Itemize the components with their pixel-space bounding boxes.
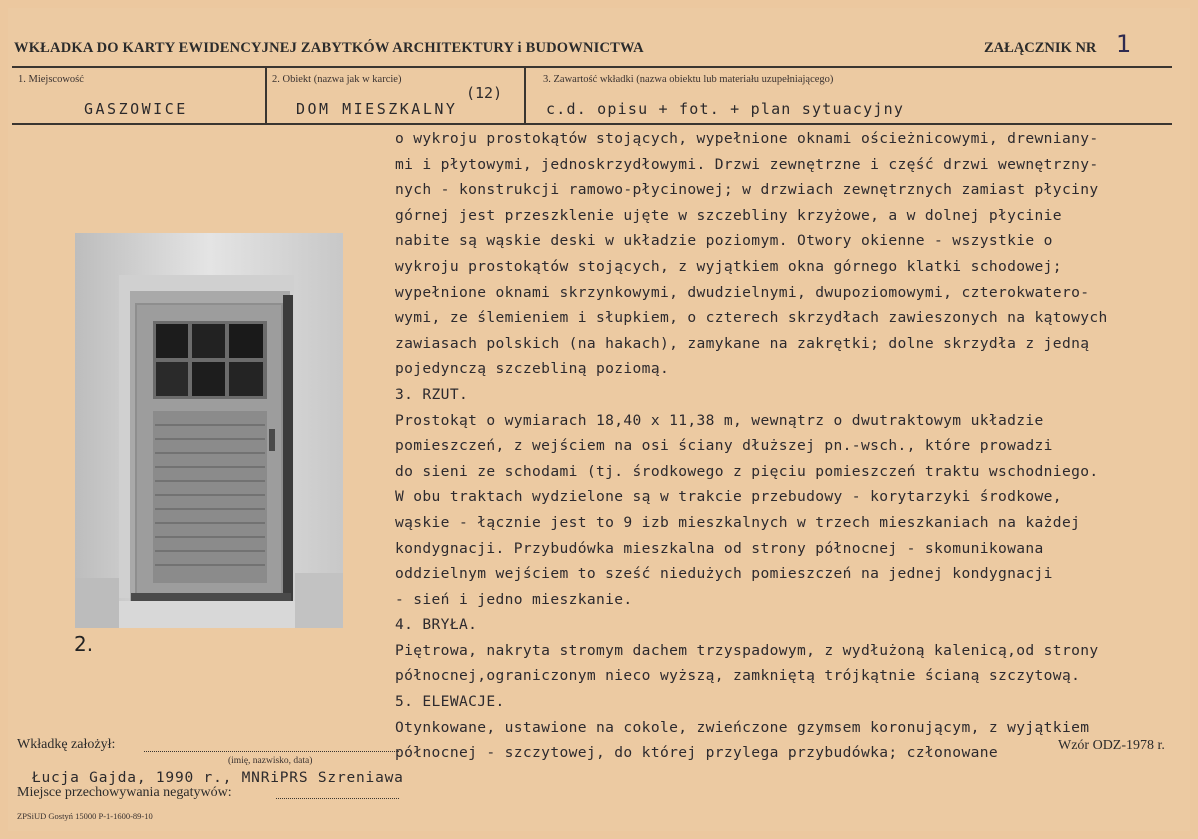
description-line: wypełnione oknami skrzynkowymi, dwudzielnymi, dwupoziomowymi, czterokwatero- [395, 283, 1090, 301]
contents-label: 3. Zawartość wkładki (nazwa obiektu lub materiału uzupełniającego) [543, 74, 834, 85]
description-line: W obu traktach wydzielone są w trakcie przebudowy - korytarzyki środkowe, [395, 488, 1062, 506]
negatives-storage-line [276, 798, 399, 799]
photo-number: 2. [74, 632, 94, 656]
description-line: Prostokąt o wymiarach 18,40 x 11,38 m, wewnątrz o dwutraktowym układzie [395, 411, 1044, 429]
description-line: wąskie - łącznie jest to 9 izb mieszkalnych w trzech mieszkaniach na każdej [395, 513, 1081, 531]
field-divider-2 [524, 68, 526, 123]
description-line: wykroju prostokątów stojących, z wyjątkiem okna górnego klatki schodowej; [395, 257, 1062, 275]
description-text [395, 126, 1185, 766]
description-line: 4. BRYŁA. [395, 616, 478, 634]
field-divider-1 [265, 68, 267, 123]
description-line: zawiasach polskich (na hakach), zamykane na zakrętki; dolne skrzydła z jedną [395, 334, 1090, 352]
template-note: Wzór ODZ-1978 r. [1058, 738, 1165, 753]
description-line: - sień i jedno mieszkanie. [395, 590, 633, 608]
description-line: 5. ELEWACJE. [395, 693, 505, 711]
author-entry: Łucja Gajda, 1990 r., MNRiPRS Szreniawa [32, 770, 404, 786]
header-rule [12, 66, 1172, 68]
description-line: kondygnacji. Przybudówka mieszkalna od strony północnej - skomunikowana [395, 539, 1044, 557]
annex-label: ZAŁĄCZNIK NR [984, 40, 1097, 56]
founded-by-line [144, 751, 399, 752]
description-line: nych - konstrukcji ramowo-płycinowej; w drzwiach zewnętrznych zamiast płyciny [395, 181, 1099, 199]
description-line: nabite są wąskie deski w układzie poziomym. Otwory okienne - wszystkie o [395, 232, 1053, 250]
description-line: 3. RZUT. [395, 385, 469, 403]
description-line: wymi, ze ślemieniem i słupkiem, o czterech skrzydłach zawieszonych na kątowych [395, 309, 1108, 327]
object-value: DOM MIESZKALNY [296, 100, 458, 118]
door-photograph [75, 233, 343, 628]
contents-value: c.d. opisu + fot. + plan sytuacyjny [546, 100, 905, 118]
description-line: do sieni ze schodami (tj. środkowego z pięciu pomieszczeń traktu wschodniego. [395, 462, 1099, 480]
object-label: 2. Obiekt (nazwa jak w karcie) [272, 74, 402, 85]
description-line: pomieszczeń, z wejściem na osi ściany dłuższej pn.-wsch., które prowadzi [395, 437, 1053, 455]
document-title: WKŁADKA DO KARTY EWIDENCYJNEJ ZABYTKÓW ARCHITEKTURY i BUDOWNICTWA [14, 40, 644, 56]
object-number: (12) [466, 84, 503, 102]
fields-bottom-rule [12, 123, 1172, 125]
annex-number: 1 [1116, 30, 1132, 58]
description-line: górnej jest przeszklenie ujęte w szczebliny krzyżowe, a w dolnej płycinie [395, 206, 1062, 224]
description-line: o wykroju prostokątów stojących, wypełnione oknami ościeżnicowymi, drewniany- [395, 130, 1099, 147]
description-line: Piętrowa, nakryta stromym dachem trzyspadowym, z wydłużoną kalenicą,od strony [395, 641, 1099, 659]
door-photo-image [75, 233, 343, 628]
locality-value: GASZOWICE [84, 100, 188, 118]
description-line: pojedynczą szczebliną poziomą. [395, 360, 670, 378]
description-line: północnej,ograniczonym nieco wyższą, zamkniętą trójkątnie ścianą szczytową. [395, 667, 1081, 685]
description-line: północnej - szczytowej, do której przylega przybudówka; członowane [395, 744, 998, 762]
print-note: ZPSiUD Gostyń 15000 P-1-1600-89-10 [17, 811, 153, 821]
description-line: mi i płytowymi, jednoskrzydłowymi. Drzwi zewnętrzne i część drzwi wewnętrzny- [395, 155, 1099, 173]
founded-by-hint: (imię, nazwisko, data) [228, 756, 313, 766]
negatives-storage-label: Miejsce przechowywania negatywów: [17, 785, 232, 800]
description-line: oddzielnym wejściem to sześć niedużych pomieszczeń na jednej kondygnacji [395, 565, 1053, 583]
founded-by-label: Wkładkę założył: [17, 737, 116, 752]
description-line: Otynkowane, ustawione na cokole, zwieńczone gzymsem koronującym, z wyjątkiem [395, 718, 1090, 736]
locality-label: 1. Miejscowość [18, 74, 84, 85]
